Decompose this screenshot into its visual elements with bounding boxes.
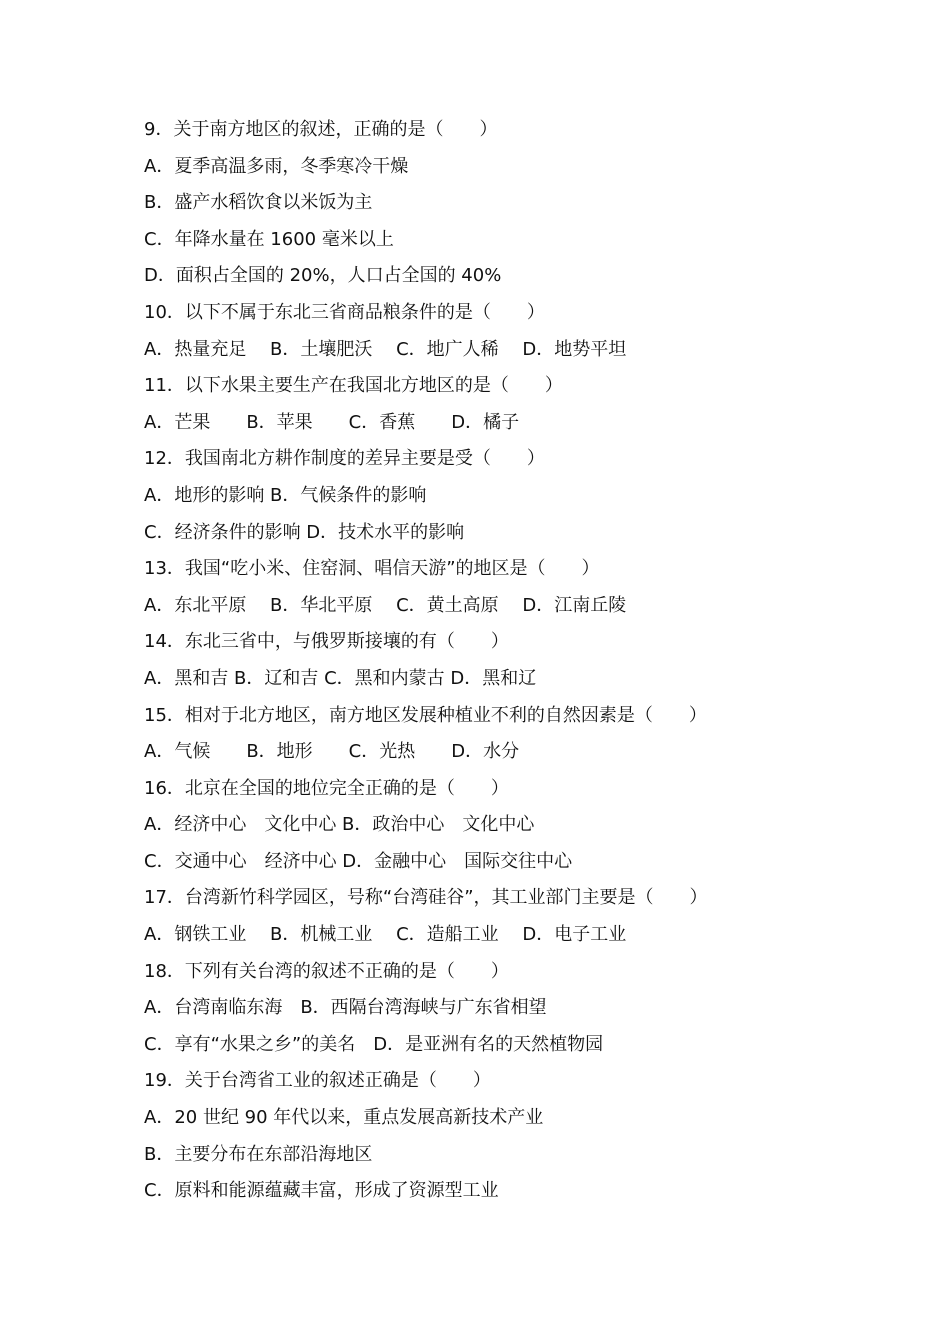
question-19-option-a: A．20 世纪 90 年代以来，重点发展高新技术产业: [144, 1107, 544, 1129]
question-10-options: A．热量充足 B．土壤肥沃 C．地广人稀 D．地势平坦: [144, 338, 627, 360]
question-12: 12．我国南北方耕作制度的差异主要是受（ ）: [144, 448, 545, 470]
question-12-options-ab: A．地形的影响 B．气候条件的影响: [144, 484, 427, 506]
question-18-options-cd: C．享有“水果之乡”的美名 D．是亚洲有名的天然植物园: [144, 1033, 604, 1055]
question-19-option-c: C．原料和能源蕴藏丰富，形成了资源型工业: [144, 1180, 499, 1202]
question-15: 15．相对于北方地区，南方地区发展种植业不利的自然因素是（ ）: [144, 704, 707, 726]
question-19-option-b: B．主要分布在东部沿海地区: [144, 1143, 373, 1165]
question-13: 13．我国“吃小米、住窑洞、唱信天游”的地区是（ ）: [144, 558, 600, 580]
question-17: 17．台湾新竹科学园区，号称“台湾硅谷”，其工业部门主要是（ ）: [144, 887, 708, 909]
question-9-option-b: B．盛产水稻饮食以米饭为主: [144, 192, 373, 214]
question-11: 11．以下水果主要生产在我国北方地区的是（ ）: [144, 375, 563, 397]
question-16-options-ab: A．经济中心 文化中心 B．政治中心 文化中心: [144, 814, 535, 836]
question-16: 16．北京在全国的地位完全正确的是（ ）: [144, 777, 509, 799]
question-15-options: A．气候 B．地形 C．光热 D．水分: [144, 741, 520, 763]
question-11-options: A．芒果 B．苹果 C．香蕉 D．橘子: [144, 411, 520, 433]
question-16-options-cd: C．交通中心 经济中心 D．金融中心 国际交往中心: [144, 850, 573, 872]
question-12-options-cd: C．经济条件的影响 D．技术水平的影响: [144, 521, 465, 543]
question-17-options: A．钢铁工业 B．机械工业 C．造船工业 D．电子工业: [144, 924, 627, 946]
question-9-option-d: D．面积占全国的 20%，人口占全国的 40%: [144, 265, 502, 287]
question-9-option-c: C．年降水量在 1600 毫米以上: [144, 228, 394, 250]
question-14-options: A．黑和吉 B．辽和吉 C．黑和内蒙古 D．黑和辽: [144, 667, 537, 689]
question-9: 9．关于南方地区的叙述，正确的是（ ）: [144, 119, 498, 140]
question-list: [144, 112, 844, 1210]
question-14: 14．东北三省中，与俄罗斯接壤的有（ ）: [144, 631, 509, 653]
question-10: 10．以下不属于东北三省商品粮条件的是（ ）: [144, 301, 545, 323]
question-19: 19．关于台湾省工业的叙述正确是（ ）: [144, 1070, 491, 1092]
question-13-options: A．东北平原 B．华北平原 C．黄土高原 D．江南丘陵: [144, 594, 627, 616]
question-18-options-ab: A．台湾南临东海 B．西隔台湾海峡与广东省相望: [144, 997, 547, 1019]
question-18: 18．下列有关台湾的叙述不正确的是（ ）: [144, 960, 509, 982]
question-9-option-a: A．夏季高温多雨，冬季寒冷干燥: [144, 155, 409, 177]
